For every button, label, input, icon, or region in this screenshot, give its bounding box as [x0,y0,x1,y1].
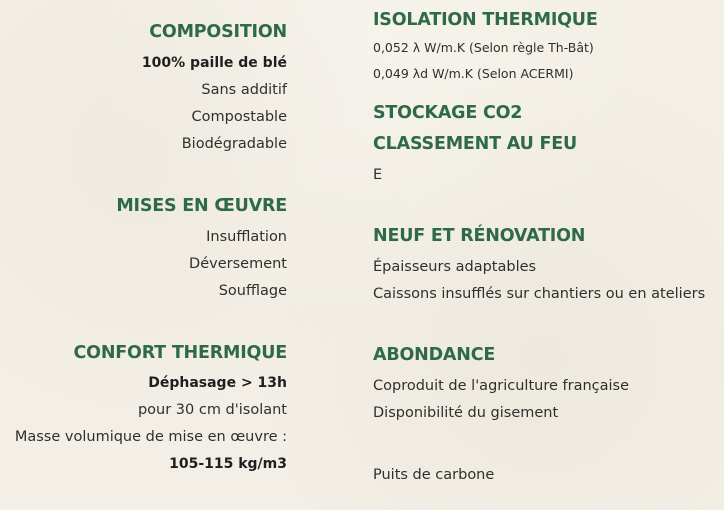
abondance-line-2: Disponibilité du gisement [373,405,559,421]
abondance-heading: ABONDANCE [373,345,496,365]
confort-line-1: Déphasage > 13h [148,375,287,391]
abondance-line-1: Coproduit de l'agriculture française [373,378,630,394]
neuf-line-1: Épaisseurs adaptables [373,259,537,275]
isolation-thermique-heading: ISOLATION THERMIQUE [373,10,598,30]
mises-en-oeuvre-heading: MISES EN ŒUVRE [116,196,287,216]
confort-thermique-heading: CONFORT THERMIQUE [73,343,287,363]
isolation-line-2: 0,049 λd W/m.K (Selon ACERMI) [373,66,574,81]
composition-line-2: Sans additif [201,82,287,98]
composition-line-3: Compostable [191,109,287,125]
confort-line-2: pour 30 cm d'isolant [137,402,287,418]
classement-feu-value: E [373,167,383,183]
abondance-line-3: Puits de carbone [373,467,495,483]
confort-line-4: 105-115 kg/m3 [169,456,287,472]
neuf-line-2: Caissons insufflés sur chantiers ou en ateliers [373,286,706,302]
mises-line-2: Déversement [189,256,287,272]
composition-heading: COMPOSITION [149,22,287,42]
confort-line-3: Masse volumique de mise en œuvre : [14,429,287,445]
composition-line-4: Biodégradable [181,136,287,152]
classement-feu-heading: CLASSEMENT AU FEU [373,134,577,154]
mises-line-1: Insufflation [206,229,287,245]
mises-line-3: Soufflage [218,283,287,299]
composition-line-1: 100% paille de blé [141,55,287,71]
stockage-co2-heading: STOCKAGE CO2 [373,103,523,123]
isolation-line-1: 0,052 λ W/m.K (Selon règle Th-Bât) [373,40,594,55]
neuf-renovation-heading: NEUF ET RÉNOVATION [373,226,586,246]
